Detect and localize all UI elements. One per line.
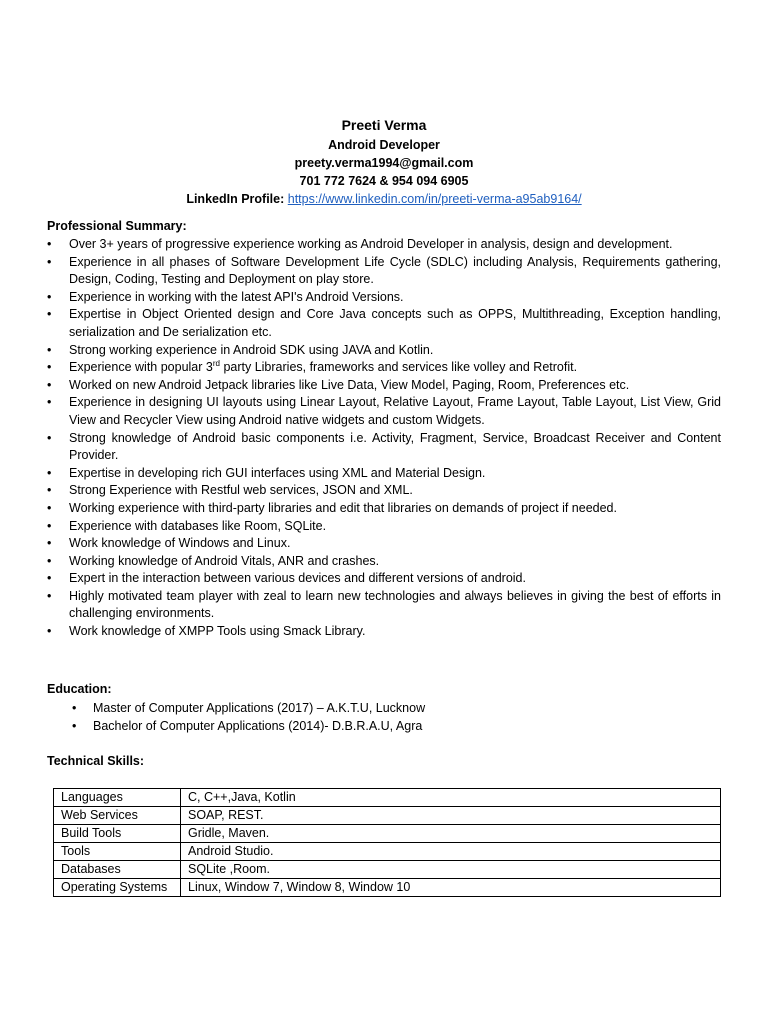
skills-heading: Technical Skills: [47, 754, 145, 768]
linkedin-link[interactable]: https://www.linkedin.com/in/preeti-verma-a95ab9164/ [287, 192, 582, 206]
candidate-name: Preeti Verma [341, 117, 427, 133]
bullet-icon: • [47, 465, 52, 480]
skill-category: Web Services [54, 807, 181, 825]
bullet-icon: • [47, 536, 52, 551]
bullet-icon: • [47, 360, 52, 375]
skill-category: Databases [54, 861, 181, 879]
bullet-icon: • [47, 395, 52, 410]
skill-value: SOAP, REST. [181, 807, 721, 825]
table-row [54, 825, 721, 843]
list-item: • Expert in the interaction between various devices and different versions of android. [47, 570, 721, 588]
bullet-icon: • [47, 430, 52, 445]
skill-category: Build Tools [54, 825, 181, 843]
skill-category: Operating Systems [54, 879, 181, 897]
list-item: • Working knowledge of Android Vitals, ANR and crashes. [47, 553, 721, 571]
list-item: • Bachelor of Computer Applications (2014)- D.B.R.A.U, Agra [72, 719, 423, 733]
list-item: • Over 3+ years of progressive experience working as Android Developer in analysis, design and development. [47, 236, 721, 254]
list-item: • Experience with databases like Room, SQLite. [47, 518, 721, 536]
skill-value: Gridle, Maven. [181, 825, 721, 843]
bullet-icon: • [47, 377, 52, 392]
bullet-icon: • [47, 624, 52, 639]
table-row [54, 807, 721, 825]
education-list [72, 699, 425, 735]
education-heading: Education: [47, 682, 112, 696]
bullet-icon: • [47, 342, 52, 357]
bullet-icon: • [47, 518, 52, 533]
list-item: • Master of Computer Applications (2017) – A.K.T.U, Lucknow [72, 701, 426, 715]
list-item: • Expertise in Object Oriented design and Core Java concepts such as OPPS, Multithreading, Exception handling, serialization and De serialization etc. [47, 307, 721, 339]
list-item: • Highly motivated team player with zeal to learn new technologies and always believes in giving the best of efforts in challenging environments. [47, 588, 721, 621]
list-item: • Working experience with third-party libraries and edit that libraries on demands of project if needed. [47, 500, 721, 518]
list-item: • Expertise in developing rich GUI interfaces using XML and Material Design. [47, 465, 721, 483]
linkedin-line [0, 191, 768, 209]
summary-list [47, 236, 721, 641]
list-item: • Strong knowledge of Android basic components i.e. Activity, Fragment, Service, Broadcast Receiver and Content Provider. [47, 430, 721, 463]
skills-table [53, 788, 721, 897]
bullet-icon: • [47, 571, 52, 586]
bullet-icon: • [47, 237, 52, 251]
bullet-icon: • [47, 588, 52, 603]
bullet-icon: • [72, 719, 77, 733]
table-row [54, 861, 721, 879]
skill-value: C, C++,Java, Kotlin [181, 789, 721, 807]
skill-category: Languages [54, 789, 181, 807]
list-item: • Work knowledge of Windows and Linux. [47, 535, 721, 553]
list-item: • Experience with popular 3rd party Libraries, frameworks and services like volley and Retrofit. [47, 359, 721, 377]
phone-numbers: 701 772 7624 & 954 094 6905 [299, 174, 469, 188]
bullet-icon: • [47, 289, 52, 304]
list-item: • Work knowledge of XMPP Tools using Smack Library. [47, 623, 721, 641]
skill-value: Android Studio. [181, 843, 721, 861]
bullet-icon: • [47, 307, 52, 322]
superscript: rd [212, 359, 220, 368]
table-row [54, 843, 721, 861]
skill-value: SQLite ,Room. [181, 861, 721, 879]
email-address: preety.verma1994@gmail.com [294, 156, 474, 170]
table-row [54, 789, 721, 807]
list-item: • Strong working experience in Android SDK using JAVA and Kotlin. [47, 342, 721, 360]
list-item: • Worked on new Android Jetpack libraries like Live Data, View Model, Paging, Room, Preferences etc. [47, 377, 721, 395]
bullet-icon: • [47, 553, 52, 568]
skill-value: Linux, Window 7, Window 8, Window 10 [181, 879, 721, 897]
summary-heading: Professional Summary: [47, 219, 187, 233]
job-title: Android Developer [328, 138, 440, 152]
bullet-icon: • [47, 483, 52, 498]
list-item: • Experience in working with the latest API's Android Versions. [47, 289, 721, 307]
table-row [54, 879, 721, 897]
list-item: • Experience in designing UI layouts using Linear Layout, Relative Layout, Frame Layout, Table Layout, List View, Grid View and Recycler View using Android native widgets and custom Widgets. [47, 395, 721, 427]
bullet-icon: • [47, 500, 52, 515]
skill-category: Tools [54, 843, 181, 861]
resume-header [0, 117, 768, 209]
bullet-icon: • [72, 701, 77, 715]
bullet-icon: • [47, 254, 52, 269]
list-item: • Strong Experience with Restful web services, JSON and XML. [47, 482, 721, 500]
linkedin-label: LinkedIn Profile: [186, 192, 285, 206]
list-item: • Experience in all phases of Software Development Life Cycle (SDLC) including Analysis, Requirements gathering, Design, Coding, Testing and Deployment on play store. [47, 254, 721, 287]
